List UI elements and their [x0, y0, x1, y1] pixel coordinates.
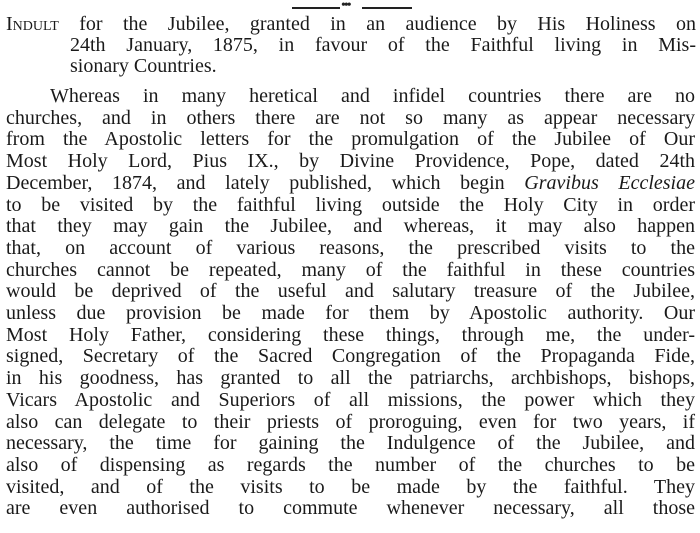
indult-heading — [6, 14, 696, 77]
body-line: visited, and of the visits to be made by the faithful. They — [6, 475, 695, 498]
body-line — [6, 173, 695, 195]
body-line: would be deprived of the useful and salutary treasure of the Jubilee, — [6, 280, 695, 303]
heading-line-1-text: for the Jubilee, granted in an audience by His Holiness on — [58, 13, 696, 35]
heading-line-3: sionary Countries. — [70, 55, 217, 77]
body-line: churches cannot be repeated, many of the faithful in these countries — [6, 258, 695, 281]
body-line: unless due provision be made for them by Apostolic authority. Our — [6, 302, 695, 325]
body-line: Vicars Apostolic and Superiors of all missions, the power which they — [6, 388, 695, 411]
heading-line-2: 24th January, 1875, in favour of the Faithful living in Mis- — [70, 34, 696, 56]
body-line: Whereas in many heretical and infidel countries there are no — [50, 85, 695, 107]
body-line: in his goodness, has granted to all the patriarchs, archbishops, bishops, — [6, 367, 695, 390]
body-line: churches, and in others there are not so many as appear necessary — [6, 106, 695, 129]
heading-lead-word: Indult — [6, 13, 59, 35]
body-line: are even authorised to commute whenever necessary, all those — [6, 497, 695, 520]
body-line: signed, Secretary of the Sacred Congregation of the Propaganda Fide, — [6, 345, 695, 368]
latin-title: Gravibus Ecclesiae — [524, 171, 695, 194]
indult-body — [6, 86, 695, 520]
ornament-rule-right — [362, 7, 412, 9]
body-line: that, on account of various reasons, the prescribed visits to the — [6, 236, 695, 259]
body-line: also of dispensing as regards the number of the churches to be — [6, 453, 695, 476]
heading-line-1 — [6, 14, 696, 35]
body-line: necessary, the time for gaining the Indulgence of the Jubilee, and — [6, 432, 695, 455]
ornament-rule-left — [292, 7, 340, 9]
body-line: also can delegate to their priests of proroguing, even for two years, if — [6, 410, 695, 433]
ornament-dots-icon: ••• — [341, 0, 350, 13]
body-line: from the Apostolic letters for the promulgation of the Jubilee of Our — [6, 128, 695, 151]
body-line: Most Holy Lord, Pius IX., by Divine Providence, Pope, dated 24th — [6, 150, 695, 173]
body-line: that they may gain the Jubilee, and whereas, it may also happen — [6, 215, 695, 238]
body-line: Most Holy Father, considering these things, through me, the under- — [6, 323, 695, 346]
body-line-text: December, 1874, and lately published, which begin — [6, 171, 505, 194]
body-line: to be visited by the faithful living outside the Holy City in order — [6, 193, 695, 216]
